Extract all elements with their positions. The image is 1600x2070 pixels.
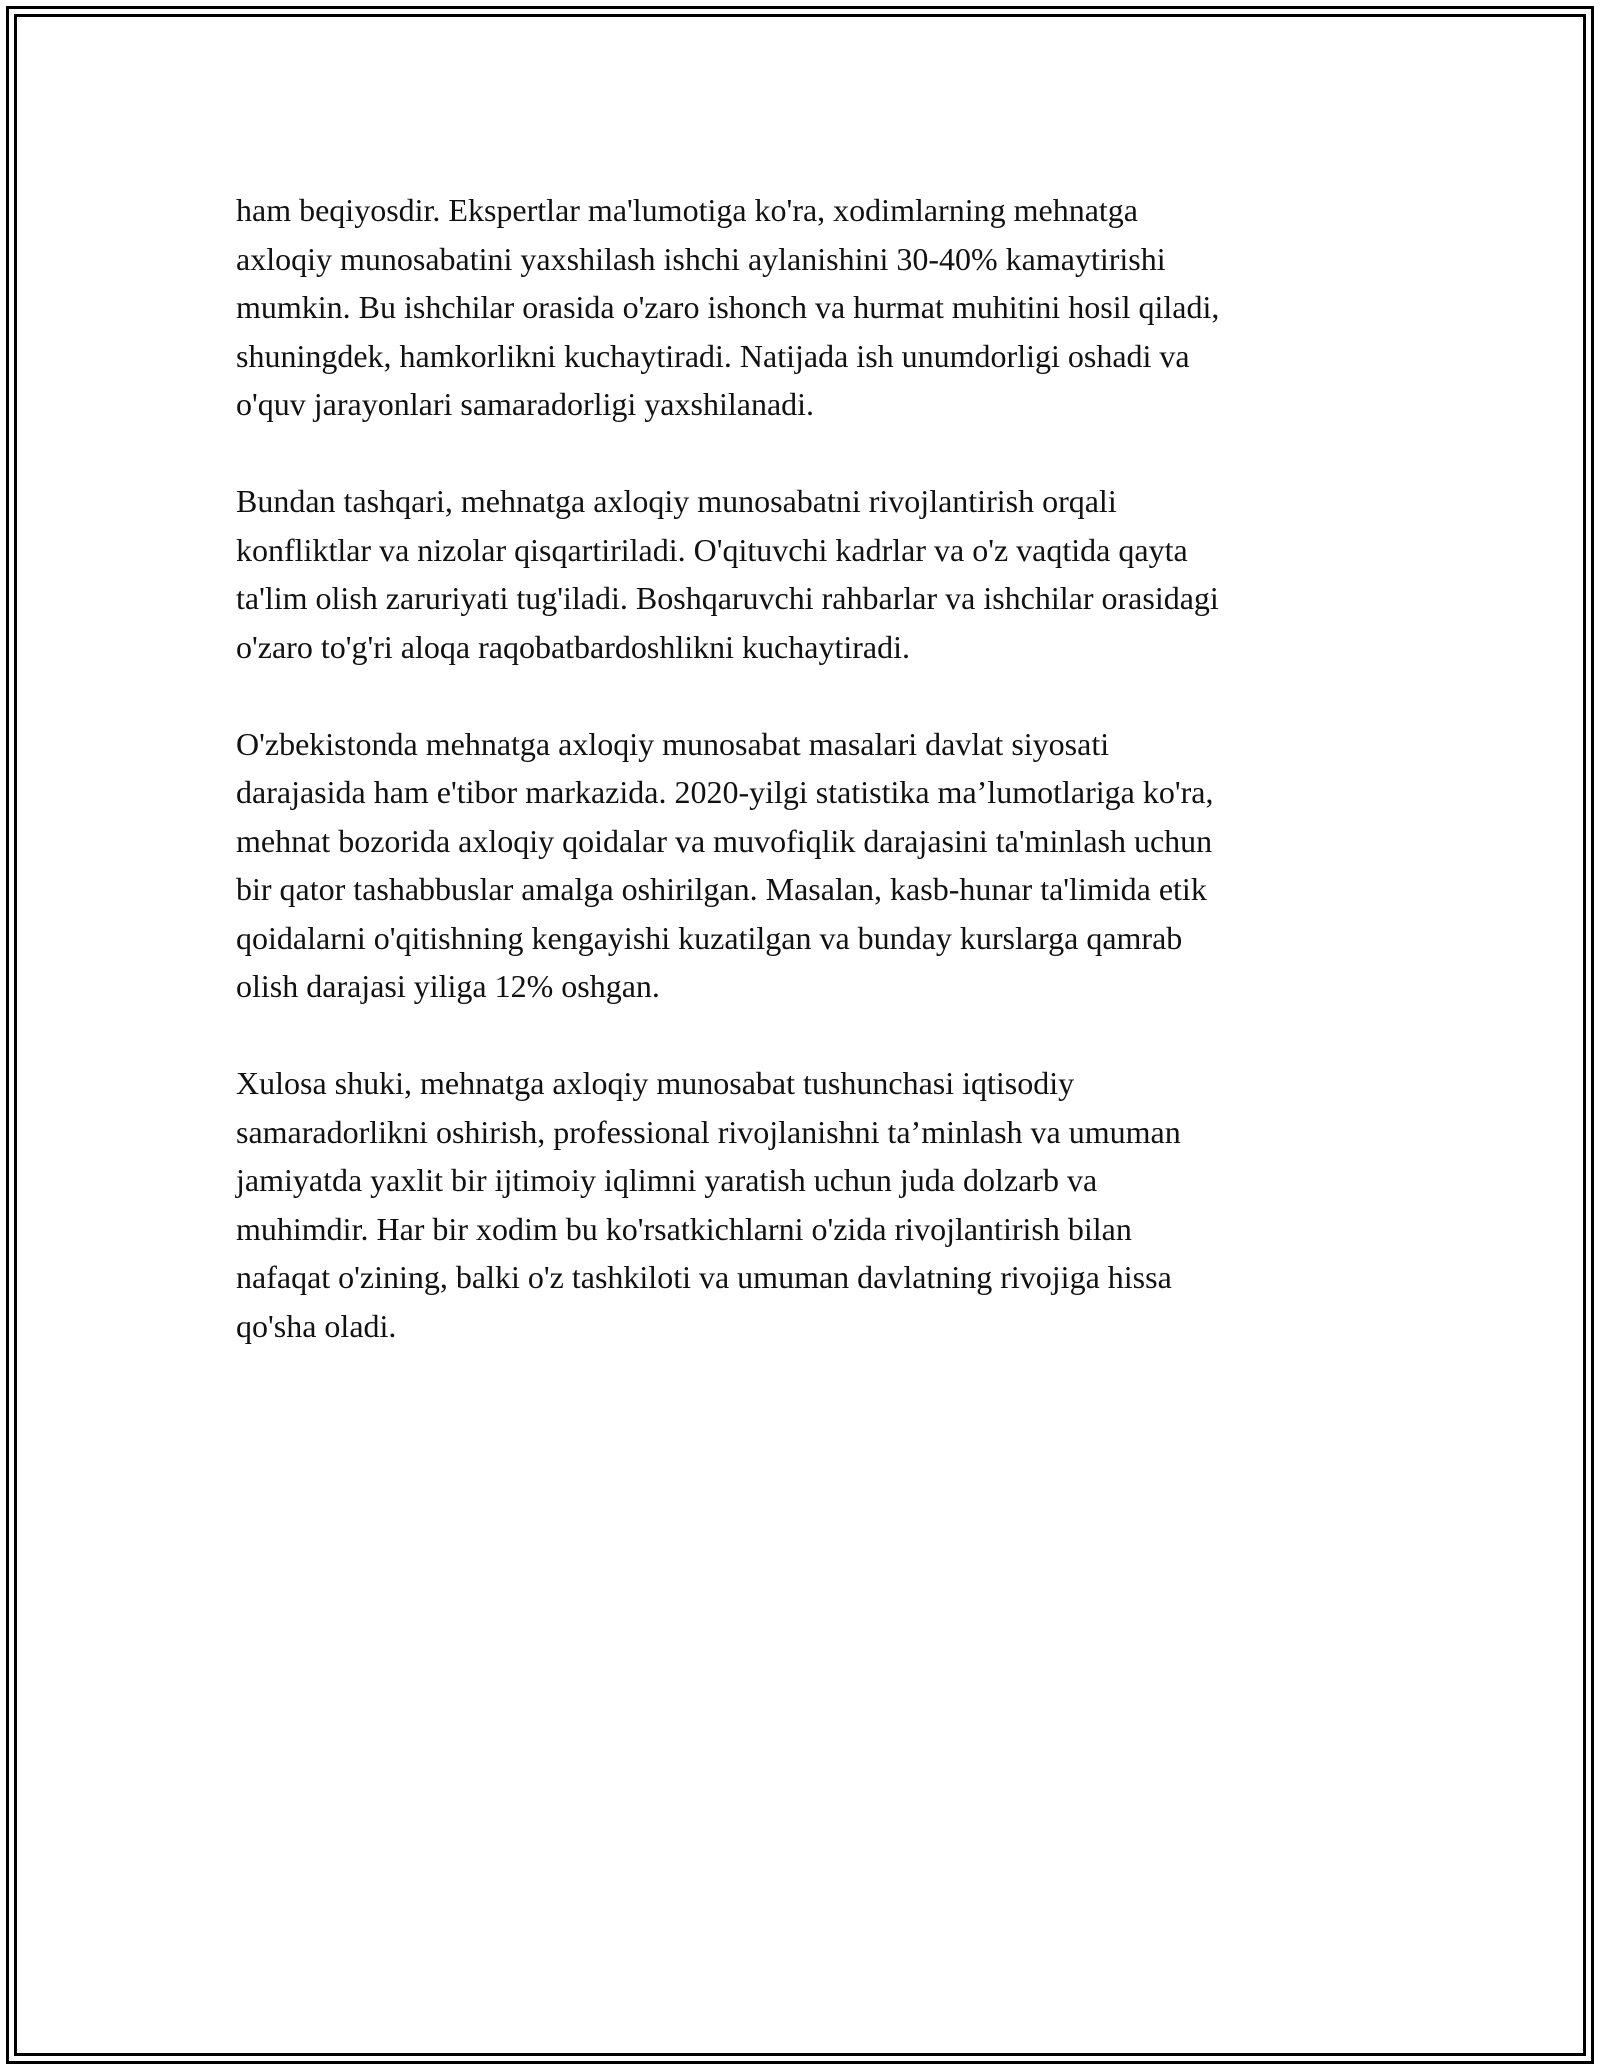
paragraph-3 — [236, 720, 1386, 1011]
document-body — [236, 186, 1386, 1399]
text-line: samaradorlikni oshirish, professional rivojlanishni ta’minlash va umuman — [236, 1113, 1181, 1150]
text-line: bir qator tashabbuslar amalga oshirilgan. Masalan, kasb-hunar ta'limida etik — [236, 871, 1207, 907]
text-line: mehnat bozorida axloqiy qoidalar va muvofiqlik darajasini ta'minlash uchun — [236, 822, 1213, 859]
text-line: konfliktlar va nizolar qisqartiriladi. O'qituvchi kadrlar va o'z vaqtida qayta — [236, 531, 1188, 568]
text-line: nafaqat o'zining, balki o'z tashkiloti va umuman davlatning rivojiga hissa — [236, 1259, 1172, 1295]
text-line: muhimdir. Har bir xodim bu ko'rsatkichlarni o'zida rivojlantirish bilan — [236, 1210, 1132, 1247]
text-line: o'zaro to'g'ri aloqa raqobatbardoshlikni kuchaytiradi. — [236, 628, 910, 665]
text-line: Xulosa shuki, mehnatga axloqiy munosabat tushunchasi iqtisodiy — [236, 1065, 1075, 1101]
text-line: O'zbekistonda mehnatga axloqiy munosabat masalari davlat siyosati — [236, 725, 1110, 762]
paragraph-4 — [236, 1059, 1386, 1350]
text-line: jamiyatda yaxlit bir ijtimoiy iqlimni yaratish uchun juda dolzarb va — [236, 1162, 1098, 1198]
text-line: Bundan tashqari, mehnatga axloqiy munosabatni rivojlantirish orqali — [236, 483, 1117, 519]
paragraph-1 — [236, 186, 1386, 429]
text-line: olish darajasi yiliga 12% oshgan. — [236, 968, 660, 1004]
text-line: o'quv jarayonlari samaradorligi yaxshilanadi. — [236, 386, 815, 422]
paragraph-2 — [236, 477, 1386, 671]
text-line: darajasida ham e'tibor markazida. 2020-yilgi statistika ma’lumotlariga ko'ra, — [236, 774, 1214, 810]
text-line: qoidalarni o'qitishning kengayishi kuzatilgan va bunday kurslarga qamrab — [236, 919, 1183, 956]
text-line: ham beqiyosdir. Ekspertlar ma'lumotiga ko'ra, xodimlarning mehnatga — [236, 192, 1138, 228]
text-line: ta'lim olish zaruriyati tug'iladi. Boshqaruvchi rahbarlar va ishchilar orasidagi — [236, 580, 1219, 616]
text-line: qo'sha oladi. — [236, 1307, 397, 1344]
text-line: axloqiy munosabatini yaxshilash ishchi aylanishini 30-40% kamaytirishi — [236, 240, 1166, 277]
text-line: mumkin. Bu ishchilar orasida o'zaro ishonch va hurmat muhitini hosil qiladi, — [236, 289, 1220, 325]
text-line: shuningdek, hamkorlikni kuchaytiradi. Natijada ish unumdorligi oshadi va — [236, 337, 1190, 374]
